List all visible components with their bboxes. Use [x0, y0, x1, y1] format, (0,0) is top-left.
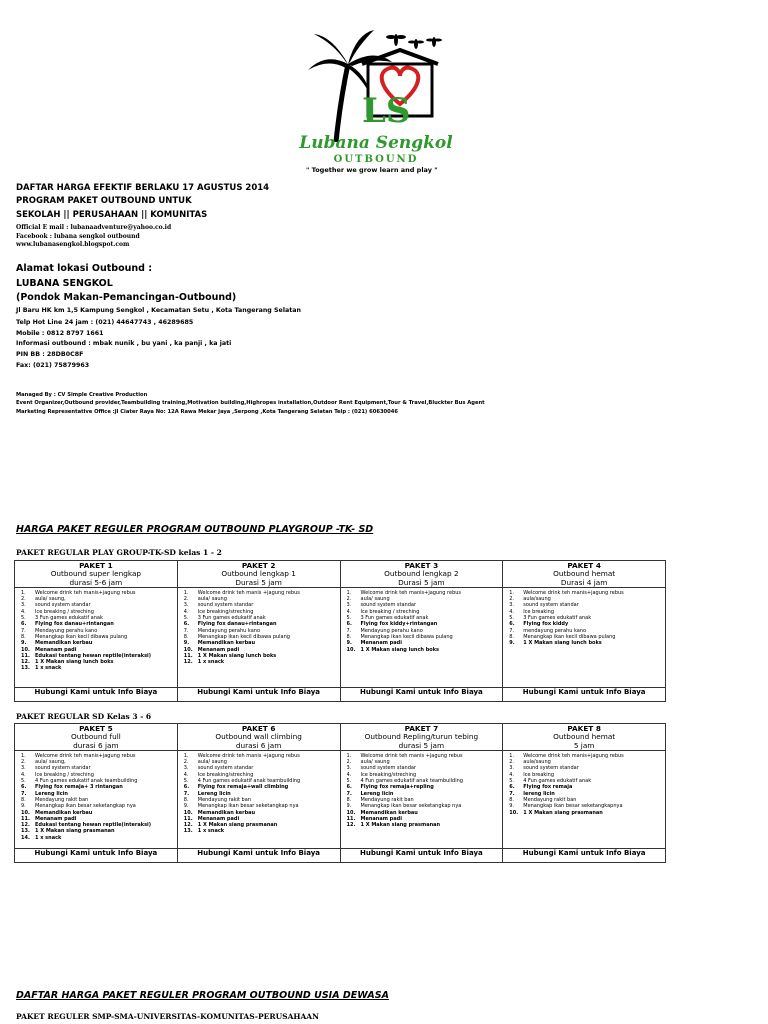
item-number: 2.	[509, 596, 515, 603]
address-hotline: Telp Hot Line 24 jam : (021) 44647743 , 46289685	[16, 319, 194, 326]
item-text: 3 Fun games edukatif anak	[360, 615, 429, 622]
managed-by: Managed By : CV Simple Creative Production	[16, 392, 148, 398]
item-text: aula/ saung	[360, 596, 390, 603]
item-number: 2.	[21, 596, 26, 603]
ls-monogram: LS	[362, 91, 411, 131]
item-text: 1 x snack	[197, 659, 225, 666]
item-number: 3.	[183, 602, 189, 609]
item-text: Welcome drink teh manis +jagung rebus	[197, 752, 300, 759]
address-sub: (Pondok Makan-Pemancingan-Outbound)	[16, 292, 237, 303]
item-number: 9.	[183, 640, 190, 647]
item-number: 12.	[21, 659, 30, 666]
item-number: 11.	[183, 652, 193, 659]
brand-subline: OUTBOUND	[333, 154, 419, 165]
item-number: 9.	[183, 803, 189, 810]
list-item	[184, 828, 336, 834]
item-number: 1.	[509, 752, 515, 759]
address-fax: Fax: (021) 75879963	[16, 362, 90, 369]
item-text: Lereng licin	[360, 790, 394, 797]
item-number: 10.	[21, 809, 30, 816]
item-number: 5.	[509, 778, 515, 785]
package-items	[503, 587, 666, 687]
dragonfly-icon	[386, 34, 442, 49]
price-info-cell: Hubungi Kami untuk Info Biaya	[340, 848, 503, 862]
item-number: 6.	[509, 784, 515, 791]
item-text: Ice breaking	[523, 771, 555, 778]
item-number: 8.	[509, 796, 515, 803]
item-number: 9.	[509, 803, 515, 810]
item-number: 1.	[21, 589, 26, 596]
item-number: 7.	[21, 790, 27, 797]
item-text: Ice breaking/streching	[197, 771, 254, 778]
item-text: 4 Fun games edukatif anak teambuilding	[360, 778, 463, 785]
item-text: 1 X Makan siang prasmanan	[35, 828, 115, 835]
item-text: Lereng licin	[35, 790, 68, 797]
item-number: 1.	[21, 752, 26, 759]
item-number: 4.	[509, 608, 515, 615]
item-text: 4 Fun games edukatif anak teambuilding	[35, 778, 138, 785]
item-text: Menangkap ikan kecil dibawa pulang	[360, 633, 453, 640]
item-number: 3.	[21, 602, 26, 609]
item-text: Ice breaking/streching	[197, 608, 254, 615]
item-text: Flying fox danau+rintangan	[35, 621, 114, 628]
package-items	[340, 750, 503, 848]
item-number: 3.	[183, 765, 189, 772]
price-info-cell: Hubungi Kami untuk Info Biaya	[503, 848, 666, 862]
item-number: 10.	[21, 646, 30, 653]
lubana-sengkol-logo	[296, 22, 456, 174]
package-header: PAKET 4 Outbound hemat Durasi 4 jam	[503, 561, 666, 588]
item-number: 5.	[183, 615, 189, 622]
item-number: 4.	[183, 608, 189, 615]
item-number: 12.	[183, 822, 193, 829]
item-text: Mendayung perahu kano	[197, 627, 261, 634]
package-items	[503, 750, 666, 848]
item-number: 2.	[509, 759, 515, 766]
item-text: 3 Fun games edukatif anak	[197, 615, 266, 622]
item-text: Mendayung perahu kano	[360, 627, 423, 634]
item-text: Menangkap ikan besar seketangkap nya	[197, 803, 299, 810]
item-text: Flying fox remaja	[523, 784, 573, 791]
item-text: Welcome drink teh manis+jagung rebus	[35, 589, 136, 596]
item-text: Menanam padi	[360, 815, 402, 822]
item-number: 13.	[183, 828, 193, 835]
item-number: 8.	[346, 633, 352, 640]
list-item	[509, 810, 661, 816]
header-line2: PROGRAM PAKET OUTBOUND UNTUK	[16, 196, 192, 206]
item-number: 3.	[21, 765, 26, 772]
item-text: 1 X Makan siang prasmanan	[197, 822, 278, 829]
item-text: Memandikan kerbau	[197, 640, 256, 647]
item-number: 8.	[21, 633, 26, 640]
item-number: 7.	[183, 790, 190, 797]
package-header: PAKET 2 Outbound lengkap 1 Durasi 5 jam	[177, 561, 340, 588]
item-text: sound system standar	[360, 765, 417, 772]
item-text: 1 x snack	[197, 828, 225, 835]
price-info-cell: Hubungi Kami untuk Info Biaya	[15, 848, 178, 862]
item-number: 4.	[346, 771, 352, 778]
item-text: 4 Fun games edukatif anak	[523, 778, 592, 785]
item-text: Memandikan kerbau	[197, 809, 256, 816]
item-number: 4.	[21, 608, 26, 615]
section2-subtitle: PAKET REGULAR SD Kelas 3 - 6	[16, 712, 152, 721]
package-items	[177, 750, 340, 848]
address-street: Jl Baru HK km 1,5 Kampung Sengkol , Kecamatan Setu , Kota Tangerang Selatan	[16, 307, 301, 314]
item-text: sound system standar	[35, 765, 91, 772]
item-number: 4.	[183, 771, 189, 778]
item-text: Welcome drink teh manis +jagung rebus	[197, 589, 300, 596]
item-text: mendayung perahu kano	[523, 627, 587, 634]
item-text: Memandikan kerbau	[360, 809, 418, 816]
item-text: Mendayung perahu kano	[35, 627, 98, 634]
package-header: PAKET 8 Outbound hemat 5 jam	[503, 724, 666, 751]
item-text: aula/ saung	[197, 596, 227, 603]
item-number: 8.	[183, 796, 189, 803]
item-text: lereng licin	[523, 790, 555, 797]
facebook-line: Facebook : lubana sengkol outbound	[16, 233, 140, 240]
item-text: aula/ saung,	[35, 759, 66, 766]
list-item	[184, 659, 336, 665]
price-info-cell: Hubungi Kami untuk Info Biaya	[503, 687, 666, 701]
item-number: 3.	[509, 765, 515, 772]
item-text: Flying fox remaja+wall climbing	[197, 784, 289, 791]
item-text: Menangkap ikan kecil dibawa pulang	[197, 633, 290, 640]
item-text: aula/ saung,	[35, 596, 66, 603]
item-number: 1.	[183, 589, 189, 596]
item-text: Menanam padi	[197, 646, 240, 653]
item-number: 6.	[21, 784, 27, 791]
item-number: 11.	[21, 652, 30, 659]
item-number: 9.	[21, 803, 26, 810]
item-number: 5.	[346, 615, 352, 622]
item-number: 12.	[21, 822, 30, 829]
item-number: 13.	[21, 828, 30, 835]
list-item	[509, 640, 661, 646]
item-text: Mendayung rakit ban	[197, 796, 251, 803]
item-text: sound system standar	[523, 602, 579, 609]
item-number: 6.	[509, 621, 515, 628]
address-name: LUBANA SENGKOL	[16, 278, 113, 289]
item-text: 3 Fun games edukatif anak	[35, 615, 103, 622]
item-number: 8.	[183, 633, 189, 640]
item-number: 2.	[346, 596, 352, 603]
item-number: 7.	[183, 627, 189, 634]
package-table-1	[14, 560, 666, 702]
item-text: aula/saung	[523, 759, 551, 766]
item-number: 7.	[509, 790, 515, 797]
item-number: 8.	[509, 633, 515, 640]
item-number: 1.	[346, 589, 352, 596]
item-number: 7.	[346, 627, 352, 634]
item-text: Memandikan kerbau	[35, 640, 93, 647]
managed-services: Event Organizer,Outbound provider,Teambuilding training,Motivation building,Highropes installation,Outdoor Rent Equipment,Tour & Travel,Bluckter Bus Agent	[16, 400, 485, 406]
item-number: 3.	[346, 602, 352, 609]
item-number: 6.	[21, 621, 27, 628]
list-item	[347, 822, 499, 828]
item-number: 5.	[21, 615, 26, 622]
item-number: 9.	[346, 640, 352, 647]
list-item	[21, 835, 173, 841]
package-header: PAKET 6 Outbound wall climbing durasi 6 jam	[177, 724, 340, 751]
item-text: Memandikan kerbau	[35, 809, 93, 816]
item-number: 8.	[21, 796, 26, 803]
item-number: 11.	[346, 815, 356, 822]
item-text: 1 x snack	[35, 665, 62, 672]
item-number: 10.	[346, 646, 356, 653]
address-info: Informasi outbound : mbak nunik , bu yani , ka panji , ka jati	[16, 340, 232, 347]
item-text: 4 Fun games edukatif anak teambuilding	[197, 778, 301, 785]
item-text: Welcome drink teh manis+jagung rebus	[360, 589, 462, 596]
item-number: 3.	[509, 602, 515, 609]
item-number: 1.	[183, 752, 189, 759]
item-text: 1 X Makan siang lunch boks	[360, 646, 440, 653]
address-title: Alamat lokasi Outbound :	[16, 263, 153, 274]
item-text: 1 X Makan siang lunch boks	[523, 640, 602, 647]
website-line: www.lubanasengkol.blogspot.com	[16, 241, 130, 248]
item-number: 10.	[183, 809, 193, 816]
item-number: 9.	[346, 803, 352, 810]
item-number: 2.	[183, 596, 189, 603]
item-text: sound system standar	[35, 602, 91, 609]
item-number: 7.	[21, 627, 26, 634]
item-number: 9.	[509, 640, 515, 647]
item-number: 12.	[346, 822, 356, 829]
item-number: 11.	[21, 815, 30, 822]
item-text: Menangkap ikan besar seketangkap nya	[360, 803, 462, 810]
item-number: 5.	[21, 778, 26, 785]
item-text: Mendayung rakit ban	[35, 796, 89, 803]
item-text: Ice breaking	[523, 608, 555, 615]
price-info-cell: Hubungi Kami untuk Info Biaya	[177, 848, 340, 862]
item-text: Ice breaking / streching	[360, 608, 420, 615]
item-text: Flying fox remaja+repling	[360, 784, 434, 791]
item-text: aula/ saung	[197, 759, 227, 766]
list-item	[347, 647, 499, 653]
item-number: 1.	[509, 589, 515, 596]
item-text: Menanam padi	[35, 646, 77, 653]
item-text: Menangkap ikan besar seketangkapnya	[523, 803, 623, 810]
item-number: 2.	[346, 759, 352, 766]
item-number: 4.	[21, 771, 26, 778]
item-number: 5.	[509, 615, 515, 622]
package-header: PAKET 1 Outbound super lengkap durasi 5-6 jam	[15, 561, 178, 588]
address-pin: PIN BB : 28DB0C8F	[16, 351, 84, 358]
item-number: 6.	[183, 784, 190, 791]
item-text: aula/saung	[523, 596, 551, 603]
brand-name: Lubana Sengkol	[299, 133, 453, 153]
list-item	[21, 665, 173, 671]
section3-subtitle: PAKET REGULER SMP-SMA-UNIVERSITAS-KOMUNITAS-PERUSAHAAN	[16, 1012, 319, 1021]
item-text: Menanam padi	[35, 815, 77, 822]
item-text: sound system standar	[197, 602, 254, 609]
address-mobile: Mobile : 0812 8797 1661	[16, 330, 104, 337]
package-header: PAKET 3 Outbound lengkap 2 Durasi 5 jam	[340, 561, 503, 588]
item-number: 6.	[346, 784, 352, 791]
item-text: Flying fox kiddy+rintangan	[360, 621, 438, 628]
item-text: sound system standar	[197, 765, 254, 772]
item-number: 8.	[346, 796, 352, 803]
item-number: 3.	[346, 765, 352, 772]
item-text: aula/ saung	[360, 759, 390, 766]
price-info-cell: Hubungi Kami untuk Info Biaya	[340, 687, 503, 701]
item-number: 5.	[346, 778, 352, 785]
package-items	[15, 587, 178, 687]
package-items	[340, 587, 503, 687]
item-number: 6.	[346, 621, 352, 628]
item-number: 6.	[183, 621, 190, 628]
item-text: Mendayung rakit ban	[523, 796, 577, 803]
item-text: 1 X Makan siang prasmanan	[523, 809, 603, 816]
item-number: 5.	[183, 778, 189, 785]
package-table-2	[14, 723, 666, 863]
item-text: Welcome drink teh manis+jagung rebus	[35, 752, 136, 759]
item-number: 10.	[509, 809, 519, 816]
item-text: Menanam padi	[197, 815, 240, 822]
section1-title: HARGA PAKET REGULER PROGRAM OUTBOUND PLAYGROUP -TK- SD	[16, 524, 374, 535]
package-items	[177, 587, 340, 687]
managed-office: Marketing Representative Office :Jl Ciater Raya No: 12A Rawa Mekar Jaya ,Serpong ,Kota Tangerang Selatan Telp : (021) 60630046	[16, 409, 398, 415]
package-header: PAKET 7 Outbound Repling/turun tebing durasi 5 jam	[340, 724, 503, 751]
header-line1: DAFTAR HARGA EFEKTIF BERLAKU 17 AGUSTUS 2014	[16, 183, 270, 193]
header-line3: SEKOLAH || PERUSAHAAN || KOMUNITAS	[16, 210, 208, 220]
item-text: 1 X Makan siang lunch boks	[197, 652, 277, 659]
price-info-cell: Hubungi Kami untuk Info Biaya	[177, 687, 340, 701]
price-info-cell: Hubungi Kami untuk Info Biaya	[15, 687, 178, 701]
section1-subtitle: PAKET REGULAR PLAY GROUP-TK-SD kelas 1 - 2	[16, 548, 222, 557]
item-text: Menangkap ikan besar seketangkap nya	[35, 803, 136, 810]
item-text: sound system standar	[360, 602, 417, 609]
package-items	[15, 750, 178, 848]
item-number: 2.	[183, 759, 189, 766]
item-text: Edukasi tentang hewan reptile(interaksi)	[35, 822, 152, 829]
item-number: 10.	[346, 809, 356, 816]
item-text: Flying fox kiddy	[523, 621, 569, 628]
package-header: PAKET 5 Outbound full durasi 6 jam	[15, 724, 178, 751]
item-text: 1 X Makan siang prasmanan	[360, 822, 441, 829]
item-text: Welcome drink teh manis +jagung rebus	[360, 752, 463, 759]
item-text: Mendayung rakit ban	[360, 796, 414, 803]
email-line: Official E mail : lubanaadventure@yahoo.co.id	[16, 224, 172, 231]
item-text: Edukasi tentang hewan reptile(interaksi)	[35, 652, 152, 659]
item-text: Ice breaking / streching	[35, 608, 94, 615]
item-number: 4.	[509, 771, 515, 778]
item-number: 14.	[21, 834, 30, 841]
item-text: Flying fox remaja+ 3 rintangan	[35, 784, 123, 791]
item-number: 2.	[21, 759, 26, 766]
tagline: " Together we grow learn and play "	[306, 166, 438, 174]
item-number: 4.	[346, 608, 352, 615]
item-text: Menangkap ikan kecil dibawa pulang	[523, 633, 616, 640]
item-text: Welcome drink teh manis+jagung rebus	[523, 752, 624, 759]
item-number: 11.	[183, 815, 193, 822]
item-text: Flying fox danau+rintangan	[197, 621, 277, 628]
item-text: Menanam padi	[360, 640, 402, 647]
item-text: 1 X Makan siang lunch boks	[35, 659, 114, 666]
item-text: Ice breaking / streching	[35, 771, 94, 778]
item-number: 7.	[346, 790, 352, 797]
item-text: 3 Fun games edukatif anak	[523, 615, 592, 622]
item-text: Ice breaking/streching	[360, 771, 417, 778]
item-text: 1 x snack	[35, 834, 62, 841]
item-text: Lereng licin	[197, 790, 231, 797]
item-number: 7.	[509, 627, 515, 634]
item-text: Menangkap ikan kecil dibawa pulang	[35, 633, 128, 640]
item-number: 9.	[21, 640, 27, 647]
item-text: Welcome drink teh manis+jagung rebus	[523, 589, 624, 596]
item-text: sound system standar	[523, 765, 579, 772]
item-number: 10.	[183, 646, 193, 653]
item-number: 13.	[21, 665, 30, 672]
item-number: 12.	[183, 659, 193, 666]
section3-title: DAFTAR HARGA PAKET REGULER PROGRAM OUTBOUND USIA DEWASA	[16, 990, 389, 1001]
item-number: 1.	[346, 752, 352, 759]
